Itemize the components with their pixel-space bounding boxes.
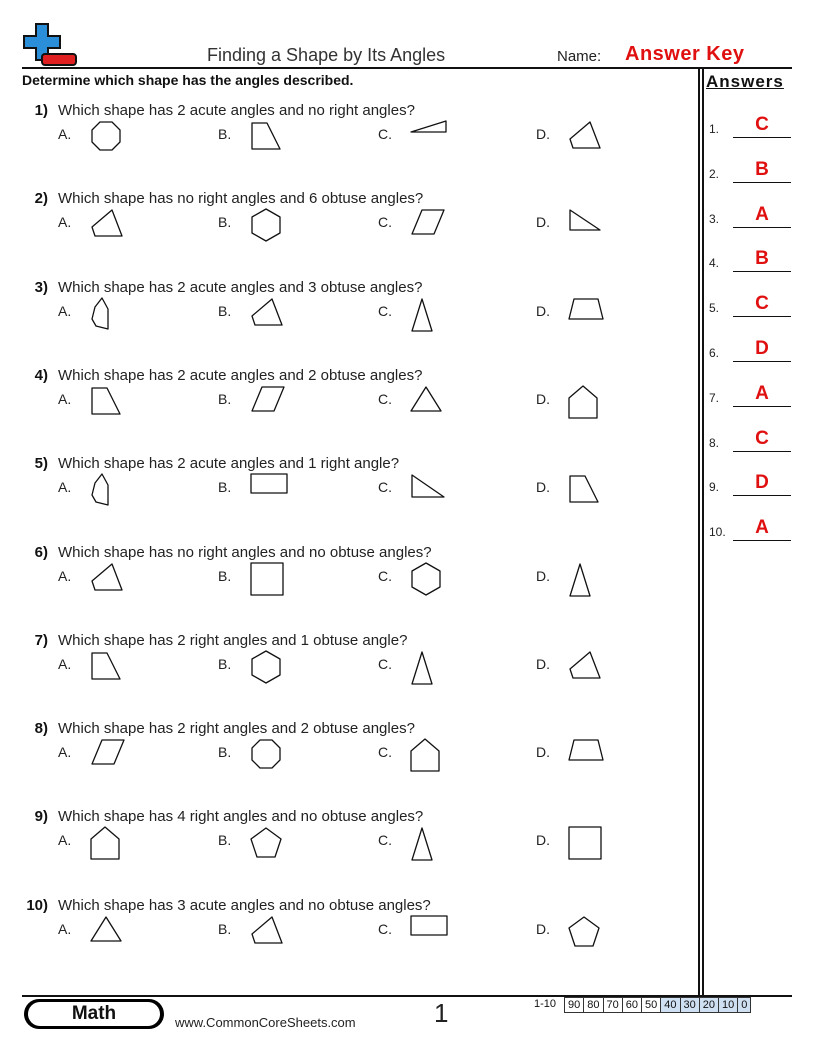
answer-value: D — [755, 338, 769, 359]
question-number: 10) — [26, 896, 48, 914]
worksheet-title: Finding a Shape by Its Angles — [207, 45, 446, 65]
option-label: D. — [536, 302, 550, 319]
octagon-shape-icon[interactable] — [88, 118, 130, 160]
option-label: B. — [218, 567, 232, 584]
square-shape-icon[interactable] — [248, 560, 290, 602]
isosceles-triangle-shape-icon[interactable] — [408, 824, 450, 866]
right-triangle-shape-icon[interactable] — [408, 471, 450, 513]
question-text: Which shape has 3 acute angles and no obtuse angles? — [58, 896, 431, 914]
option-label: C. — [378, 214, 392, 231]
octagon-shape-icon[interactable] — [248, 736, 290, 778]
answers-title: Answers — [706, 72, 784, 91]
trapezoid-right-shape-icon[interactable] — [88, 648, 130, 690]
answer-blank-line — [733, 137, 791, 138]
question-number: 6) — [34, 543, 48, 561]
answer-blank-line — [733, 361, 791, 362]
parallelogram-shape-icon[interactable] — [408, 206, 450, 248]
pentagon-shape-icon[interactable] — [566, 913, 608, 955]
option-label: D. — [536, 832, 550, 849]
house-pentagon-shape-icon[interactable] — [88, 824, 130, 866]
option-label: C. — [378, 479, 392, 496]
option-label: C. — [378, 655, 392, 672]
option-label: C. — [378, 390, 392, 407]
option-label: A. — [58, 390, 72, 407]
score-cell: 60 — [623, 997, 642, 1013]
option-label: D. — [536, 479, 550, 496]
question-number: 1) — [34, 102, 48, 119]
thin-triangle-shape-icon[interactable] — [408, 118, 450, 160]
question-text: Which shape has 4 right angles and no obtuse angles? — [58, 808, 424, 826]
right-triangle-flat-shape-icon[interactable] — [566, 206, 608, 248]
isosceles-triangle-shape-icon[interactable] — [408, 648, 450, 690]
answer-number: 6. — [709, 346, 720, 360]
answer-value: B — [755, 158, 769, 180]
option-label: A. — [58, 920, 72, 937]
answer-value: A — [755, 382, 769, 404]
house-pentagon-shape-icon[interactable] — [408, 736, 450, 778]
question-text: Which shape has 2 acute angles and 2 obtuse angles? — [58, 366, 423, 384]
option-label: C. — [378, 920, 392, 937]
name-label: Name: — [557, 48, 602, 65]
question-number: 9) — [34, 808, 48, 826]
question-number: 3) — [34, 278, 48, 296]
isosceles-triangle-shape-icon[interactable] — [408, 295, 450, 337]
trapezoid-right-shape-icon[interactable] — [248, 118, 290, 160]
column-divider — [698, 67, 700, 995]
question-number: 2) — [34, 190, 48, 208]
trapezoid-iso-shape-icon[interactable] — [566, 295, 608, 337]
subject-label: Math — [28, 1002, 160, 1026]
hexagon-shape-icon[interactable] — [248, 206, 290, 248]
hexagon-shape-icon[interactable] — [248, 648, 290, 690]
answer-blank-line — [733, 182, 791, 183]
trapezoid-right-shape-icon[interactable] — [88, 383, 130, 425]
option-label: B. — [218, 214, 232, 231]
question-text: Which shape has no right angles and 6 obtuse angles? — [58, 190, 424, 208]
answer-number: 2. — [709, 166, 720, 181]
equilateral-triangle-shape-icon[interactable] — [88, 913, 130, 955]
option-label: C. — [378, 744, 392, 761]
instructions: Determine which shape has the angles described. — [22, 72, 354, 88]
quad-irregular-shape-icon[interactable] — [566, 118, 608, 160]
question-number: 8) — [34, 720, 48, 738]
column-divider — [702, 67, 704, 995]
isosceles-triangle-shape-icon[interactable] — [566, 560, 608, 602]
score-cell: 10 — [719, 997, 738, 1013]
website-link[interactable]: www.CommonCoreSheets.com — [175, 1015, 356, 1030]
quad-irregular-shape-icon[interactable] — [88, 206, 130, 248]
rectangle-shape-icon[interactable] — [248, 471, 290, 513]
option-label: A. — [58, 655, 72, 672]
score-table — [564, 997, 751, 1013]
option-label: D. — [536, 214, 550, 231]
trapezoid-right-shape-icon[interactable] — [566, 471, 608, 513]
option-label: C. — [378, 126, 392, 142]
question-text: Which shape has 2 acute angles and no right angles? — [58, 102, 415, 119]
option-label: A. — [58, 744, 72, 761]
page-number: 1 — [434, 998, 449, 1028]
quad-irregular-shape-icon[interactable] — [566, 648, 608, 690]
score-cell: 80 — [584, 997, 603, 1013]
option-label: C. — [378, 302, 392, 319]
answer-blank-line — [733, 540, 791, 541]
score-cell: 90 — [564, 997, 584, 1013]
answer-value: C — [755, 114, 769, 135]
score-range-label: 1-10 — [534, 998, 557, 1010]
option-label: B. — [218, 479, 232, 496]
option-label: D. — [536, 390, 550, 407]
pentagon-irregular-shape-icon[interactable] — [88, 471, 130, 513]
option-label: D. — [536, 744, 550, 761]
answer-blank-line — [733, 451, 791, 452]
option-label: C. — [378, 567, 392, 584]
score-cell: 30 — [681, 997, 700, 1013]
option-label: A. — [58, 302, 72, 319]
option-label: B. — [218, 302, 232, 319]
answer-blank-line — [733, 227, 791, 228]
answer-number: 7. — [709, 390, 720, 405]
option-label: D. — [536, 655, 550, 672]
quad-irregular-shape-icon[interactable] — [88, 560, 130, 602]
quad-irregular-shape-icon[interactable] — [248, 295, 290, 337]
option-label: A. — [58, 126, 72, 142]
answer-value: A — [755, 203, 769, 225]
quad-irregular-shape-icon[interactable] — [248, 913, 290, 955]
plus-minus-logo-icon — [22, 22, 78, 68]
question-text: Which shape has 2 acute angles and 1 right angle? — [58, 455, 400, 473]
option-label: A. — [58, 567, 72, 584]
answer-value: B — [755, 248, 769, 270]
question-text: Which shape has 2 right angles and 1 obtuse angle? — [58, 631, 408, 649]
score-cell: 50 — [642, 997, 661, 1013]
option-label: A. — [58, 214, 72, 231]
option-label: B. — [218, 744, 232, 761]
header-rule — [22, 67, 792, 69]
answer-value: D — [755, 472, 769, 494]
option-label: B. — [218, 832, 232, 849]
answer-number: 10. — [709, 525, 726, 540]
question-number: 4) — [34, 366, 48, 384]
score-cell: 40 — [661, 997, 680, 1013]
option-label: A. — [58, 479, 72, 496]
option-label: A. — [58, 832, 72, 849]
score-cell: 0 — [738, 997, 751, 1013]
question-number: 5) — [34, 455, 48, 473]
option-label: D. — [536, 126, 550, 142]
pentagon-shape-icon[interactable] — [248, 824, 290, 866]
score-cell: 70 — [604, 997, 623, 1013]
question-number: 7) — [34, 631, 48, 649]
question-text: Which shape has no right angles and no obtuse angles? — [58, 543, 432, 561]
question-text: Which shape has 2 right angles and 2 obtuse angles? — [58, 720, 415, 738]
answer-number: 9. — [709, 480, 720, 495]
answer-number: 5. — [709, 301, 720, 316]
option-label: D. — [536, 920, 550, 937]
option-label: C. — [378, 832, 392, 849]
rectangle-shape-icon[interactable] — [408, 913, 450, 955]
house-pentagon-shape-icon[interactable] — [566, 383, 608, 425]
score-cell: 20 — [700, 997, 719, 1013]
answer-blank-line — [733, 316, 791, 317]
answer-number: 1. — [709, 122, 720, 136]
answer-key-label: Answer Key — [625, 43, 745, 65]
parallelogram-shape-icon[interactable] — [248, 383, 290, 425]
answer-value: C — [755, 293, 769, 315]
question-text: Which shape has 2 acute angles and 3 obtuse angles? — [58, 278, 423, 296]
answer-number: 4. — [709, 256, 720, 271]
option-label: B. — [218, 390, 232, 407]
trapezoid-iso-shape-icon[interactable] — [566, 736, 608, 778]
option-label: B. — [218, 126, 232, 142]
answer-number: 3. — [709, 211, 720, 226]
answer-blank-line — [733, 271, 791, 272]
option-label: D. — [536, 567, 550, 584]
answer-value: A — [755, 517, 769, 539]
pentagon-irregular-shape-icon[interactable] — [88, 295, 130, 337]
option-label: B. — [218, 655, 232, 672]
equilateral-triangle-shape-icon[interactable] — [408, 383, 450, 425]
hexagon-shape-icon[interactable] — [408, 560, 450, 602]
answer-blank-line — [733, 495, 791, 496]
parallelogram-shape-icon[interactable] — [88, 736, 130, 778]
answer-blank-line — [733, 406, 791, 407]
answer-number: 8. — [709, 435, 720, 450]
square-shape-icon[interactable] — [566, 824, 608, 866]
answer-value: C — [755, 427, 769, 449]
option-label: B. — [218, 920, 232, 937]
